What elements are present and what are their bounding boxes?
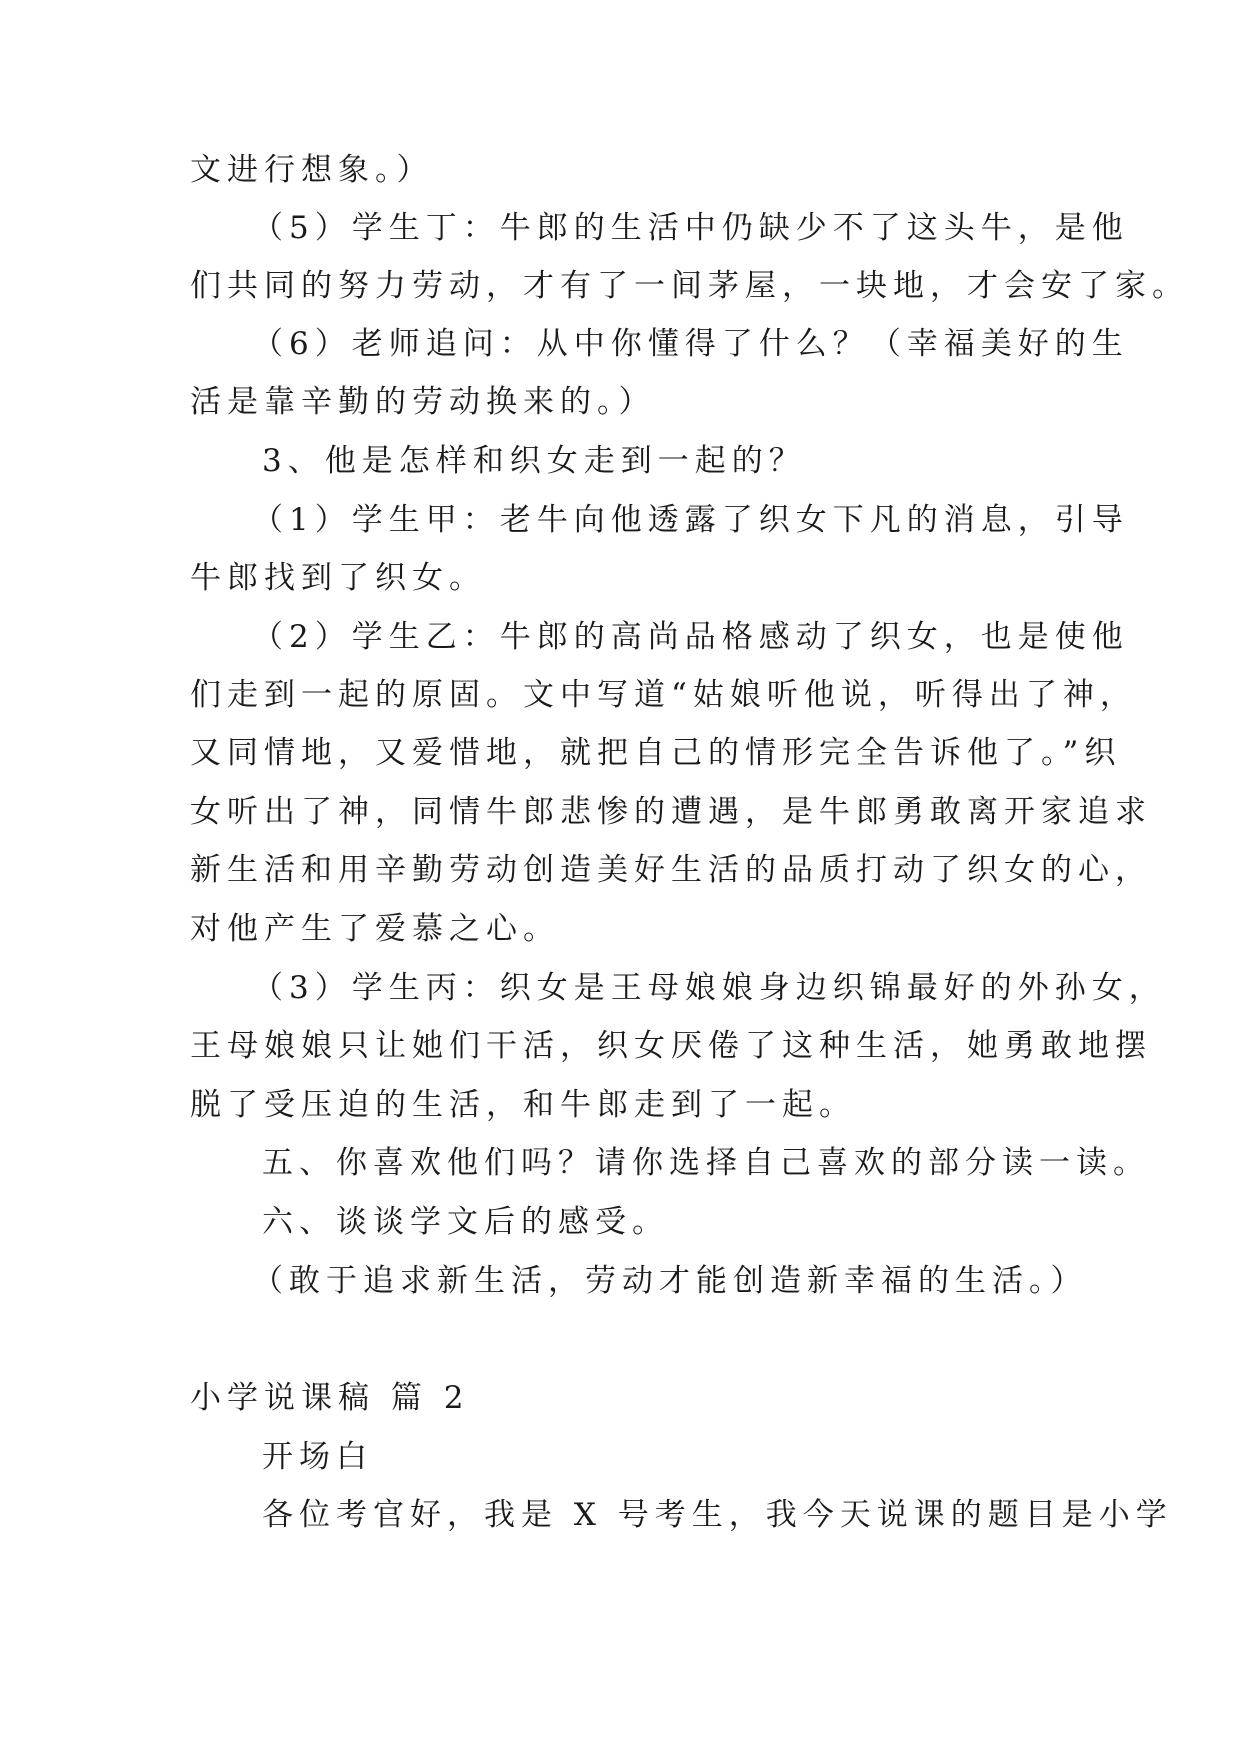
text-line: （6）老师追问：从中你懂得了什么？（幸福美好的生 bbox=[252, 326, 1129, 362]
text-line: 王母娘娘只让她们干活，织女厌倦了这种生活，她勇敢地摆 bbox=[190, 1028, 1152, 1064]
text-line: 六、谈谈学文后的感受。 bbox=[262, 1204, 669, 1240]
text-line: 们走到一起的原固。文中写道“姑娘听他说，听得出了神， bbox=[190, 677, 1137, 713]
text-line: 各位考官好，我是 X 号考生，我今天说课的题目是小学 bbox=[262, 1497, 1173, 1533]
text-line: （5）学生丁：牛郎的生活中仍缺少不了这头牛，是他 bbox=[252, 210, 1129, 246]
text-line: 3、他是怎样和织女走到一起的？ bbox=[262, 443, 806, 479]
text-line: 开场白 bbox=[262, 1439, 373, 1475]
text-line: 女听出了神，同情牛郎悲惨的遭遇，是牛郎勇敢离开家追求 bbox=[190, 794, 1152, 830]
text-line: 牛郎找到了织女。 bbox=[190, 560, 486, 596]
text-line: 五、你喜欢他们吗？请你选择自己喜欢的部分读一读。 bbox=[262, 1145, 1150, 1181]
text-line: （1）学生甲：老牛向他透露了织女下凡的消息，引导 bbox=[252, 502, 1129, 538]
text-line: 新生活和用辛勤劳动创造美好生活的品质打动了织女的心， bbox=[190, 852, 1152, 888]
text-line: （敢于追求新生活，劳动才能创造新幸福的生活。） bbox=[252, 1263, 1088, 1299]
text-line: 文进行想象。） bbox=[190, 152, 434, 188]
text-line: 脱了受压迫的生活，和牛郎走到了一起。 bbox=[190, 1087, 856, 1123]
text-line: 对他产生了爱慕之心。 bbox=[190, 911, 560, 947]
text-line: （2）学生乙：牛郎的高尚品格感动了织女，也是使他 bbox=[252, 619, 1129, 655]
section-heading: 小学说课稿 篇 2 bbox=[190, 1380, 470, 1416]
text-line: （3）学生丙：织女是王母娘娘身边织锦最好的外孙女， bbox=[252, 970, 1166, 1006]
text-line: 又同情地，又爱惜地，就把自己的情形完全告诉他了。”织 bbox=[190, 735, 1122, 771]
text-line: 们共同的努力劳动，才有了一间茅屋，一块地，才会安了家。 bbox=[190, 268, 1189, 304]
text-line: 活是靠辛勤的劳动换来的。） bbox=[190, 384, 656, 420]
